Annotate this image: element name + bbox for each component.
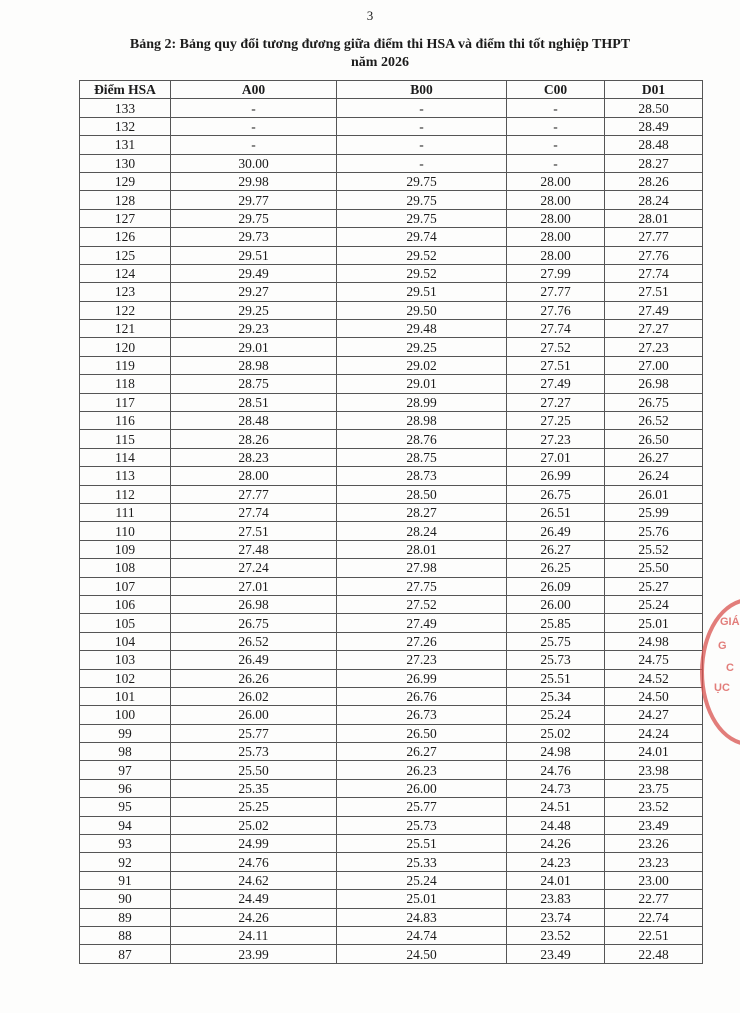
cell-c00: -: [507, 136, 605, 154]
cell-c00: 25.51: [507, 669, 605, 687]
cell-d01: 24.01: [605, 743, 703, 761]
cell-hsa: 133: [80, 99, 171, 117]
cell-b00: 26.50: [337, 724, 507, 742]
cell-b00: 25.51: [337, 835, 507, 853]
cell-b00: 27.23: [337, 651, 507, 669]
table-row: [80, 356, 703, 374]
cell-c00: 27.77: [507, 283, 605, 301]
table-row: [80, 485, 703, 503]
cell-b00: -: [337, 99, 507, 117]
cell-b00: 26.23: [337, 761, 507, 779]
table-row: [80, 651, 703, 669]
table-row: [80, 430, 703, 448]
cell-d01: 27.74: [605, 264, 703, 282]
cell-b00: -: [337, 154, 507, 172]
cell-hsa: 96: [80, 779, 171, 797]
table-row: [80, 136, 703, 154]
cell-c00: 24.48: [507, 816, 605, 834]
cell-c00: 27.51: [507, 356, 605, 374]
cell-hsa: 94: [80, 816, 171, 834]
cell-b00: 29.02: [337, 356, 507, 374]
cell-c00: 28.00: [507, 228, 605, 246]
cell-c00: 28.00: [507, 209, 605, 227]
cell-c00: 27.27: [507, 393, 605, 411]
cell-a00: 26.49: [171, 651, 337, 669]
cell-hsa: 117: [80, 393, 171, 411]
cell-c00: 27.01: [507, 448, 605, 466]
stamp-text-3: C: [726, 662, 734, 674]
cell-c00: 26.49: [507, 522, 605, 540]
cell-d01: 28.50: [605, 99, 703, 117]
cell-d01: 22.74: [605, 908, 703, 926]
cell-b00: 26.73: [337, 706, 507, 724]
cell-c00: 25.02: [507, 724, 605, 742]
cell-hsa: 120: [80, 338, 171, 356]
cell-c00: 23.74: [507, 908, 605, 926]
cell-hsa: 98: [80, 743, 171, 761]
table-row: [80, 503, 703, 521]
page-number: 3: [366, 8, 374, 23]
cell-c00: 26.51: [507, 503, 605, 521]
conversion-table: [79, 80, 703, 964]
cell-hsa: 118: [80, 375, 171, 393]
title-line-1: Bảng 2: Bảng quy đổi tương đương giữa điểm thi HSA và điểm thi tốt nghiệp THPT: [129, 37, 631, 52]
cell-a00: 29.73: [171, 228, 337, 246]
table-row: [80, 835, 703, 853]
table-row: [80, 467, 703, 485]
cell-b00: -: [337, 117, 507, 135]
cell-d01: 24.24: [605, 724, 703, 742]
cell-d01: 24.75: [605, 651, 703, 669]
cell-b00: 29.75: [337, 209, 507, 227]
cell-hsa: 121: [80, 320, 171, 338]
cell-a00: 23.99: [171, 945, 337, 963]
cell-a00: 27.01: [171, 577, 337, 595]
cell-a00: -: [171, 136, 337, 154]
cell-d01: 23.23: [605, 853, 703, 871]
cell-a00: 26.00: [171, 706, 337, 724]
table-row: [80, 338, 703, 356]
cell-hsa: 112: [80, 485, 171, 503]
table-row: [80, 301, 703, 319]
cell-a00: 25.77: [171, 724, 337, 742]
cell-a00: 27.74: [171, 503, 337, 521]
table-row: [80, 246, 703, 264]
cell-c00: 24.98: [507, 743, 605, 761]
table-row: [80, 871, 703, 889]
table-row: [80, 779, 703, 797]
cell-c00: 23.49: [507, 945, 605, 963]
cell-hsa: 92: [80, 853, 171, 871]
cell-a00: 29.01: [171, 338, 337, 356]
table-row: [80, 632, 703, 650]
table-row: [80, 890, 703, 908]
cell-b00: 28.01: [337, 540, 507, 558]
cell-a00: 24.76: [171, 853, 337, 871]
cell-hsa: 113: [80, 467, 171, 485]
cell-c00: 26.27: [507, 540, 605, 558]
cell-d01: 26.52: [605, 412, 703, 430]
cell-d01: 26.24: [605, 467, 703, 485]
cell-hsa: 101: [80, 687, 171, 705]
cell-c00: 27.25: [507, 412, 605, 430]
cell-d01: 27.76: [605, 246, 703, 264]
cell-hsa: 128: [80, 191, 171, 209]
table-row: [80, 669, 703, 687]
table-row: [80, 559, 703, 577]
cell-c00: 25.73: [507, 651, 605, 669]
table-row: [80, 412, 703, 430]
cell-hsa: 131: [80, 136, 171, 154]
cell-hsa: 127: [80, 209, 171, 227]
cell-d01: 25.52: [605, 540, 703, 558]
table-row: [80, 761, 703, 779]
cell-hsa: 108: [80, 559, 171, 577]
cell-a00: 28.00: [171, 467, 337, 485]
cell-a00: 29.98: [171, 172, 337, 190]
cell-d01: 23.00: [605, 871, 703, 889]
header-c00: C00: [507, 81, 605, 99]
cell-b00: 28.73: [337, 467, 507, 485]
table-row: [80, 926, 703, 944]
cell-b00: 27.75: [337, 577, 507, 595]
cell-a00: 25.02: [171, 816, 337, 834]
cell-c00: 23.52: [507, 926, 605, 944]
cell-a00: 27.48: [171, 540, 337, 558]
cell-d01: 25.76: [605, 522, 703, 540]
cell-b00: 25.33: [337, 853, 507, 871]
cell-a00: 24.26: [171, 908, 337, 926]
cell-c00: 27.49: [507, 375, 605, 393]
cell-c00: 27.74: [507, 320, 605, 338]
cell-c00: 27.52: [507, 338, 605, 356]
cell-a00: 25.35: [171, 779, 337, 797]
cell-hsa: 91: [80, 871, 171, 889]
cell-d01: 26.75: [605, 393, 703, 411]
cell-d01: 26.27: [605, 448, 703, 466]
table-row: [80, 375, 703, 393]
cell-c00: 26.09: [507, 577, 605, 595]
cell-b00: 28.75: [337, 448, 507, 466]
title-line-2: năm 2026: [351, 55, 409, 70]
table-row: [80, 522, 703, 540]
cell-c00: 26.75: [507, 485, 605, 503]
cell-hsa: 107: [80, 577, 171, 595]
cell-d01: 27.77: [605, 228, 703, 246]
cell-a00: 24.49: [171, 890, 337, 908]
cell-b00: 27.52: [337, 595, 507, 613]
cell-c00: 27.23: [507, 430, 605, 448]
cell-b00: 24.74: [337, 926, 507, 944]
table-row: [80, 614, 703, 632]
cell-d01: 23.98: [605, 761, 703, 779]
table-row: [80, 154, 703, 172]
cell-d01: 28.01: [605, 209, 703, 227]
cell-b00: 29.52: [337, 264, 507, 282]
cell-c00: 25.34: [507, 687, 605, 705]
cell-hsa: 130: [80, 154, 171, 172]
cell-b00: 25.77: [337, 798, 507, 816]
cell-b00: 27.49: [337, 614, 507, 632]
table-row: [80, 945, 703, 963]
cell-a00: 28.75: [171, 375, 337, 393]
stamp-text-4: ỤC: [714, 682, 730, 694]
cell-c00: 24.23: [507, 853, 605, 871]
cell-c00: 25.85: [507, 614, 605, 632]
cell-b00: 29.50: [337, 301, 507, 319]
cell-d01: 24.52: [605, 669, 703, 687]
table-row: [80, 816, 703, 834]
cell-c00: 24.76: [507, 761, 605, 779]
cell-c00: 24.73: [507, 779, 605, 797]
cell-b00: 26.00: [337, 779, 507, 797]
cell-hsa: 103: [80, 651, 171, 669]
cell-hsa: 116: [80, 412, 171, 430]
cell-c00: 25.24: [507, 706, 605, 724]
cell-c00: 26.00: [507, 595, 605, 613]
cell-a00: 29.27: [171, 283, 337, 301]
cell-b00: 25.24: [337, 871, 507, 889]
cell-hsa: 115: [80, 430, 171, 448]
cell-b00: 26.99: [337, 669, 507, 687]
cell-hsa: 124: [80, 264, 171, 282]
table-row: [80, 99, 703, 117]
cell-c00: 23.83: [507, 890, 605, 908]
cell-hsa: 93: [80, 835, 171, 853]
table-row: [80, 577, 703, 595]
stamp-text-1: GIÁ: [720, 616, 740, 628]
table-row: [80, 853, 703, 871]
cell-hsa: 100: [80, 706, 171, 724]
cell-a00: 28.98: [171, 356, 337, 374]
cell-c00: -: [507, 154, 605, 172]
cell-d01: 28.48: [605, 136, 703, 154]
cell-d01: 26.50: [605, 430, 703, 448]
cell-d01: 24.27: [605, 706, 703, 724]
table-row: [80, 264, 703, 282]
table-row: [80, 908, 703, 926]
cell-a00: 29.51: [171, 246, 337, 264]
cell-a00: 28.48: [171, 412, 337, 430]
table-row: [80, 706, 703, 724]
cell-b00: 28.76: [337, 430, 507, 448]
cell-a00: 28.51: [171, 393, 337, 411]
cell-hsa: 95: [80, 798, 171, 816]
table-row: [80, 595, 703, 613]
cell-b00: 28.50: [337, 485, 507, 503]
table-row: [80, 687, 703, 705]
cell-c00: 28.00: [507, 172, 605, 190]
cell-b00: 29.48: [337, 320, 507, 338]
cell-c00: 28.00: [507, 191, 605, 209]
cell-a00: 26.02: [171, 687, 337, 705]
cell-a00: 24.62: [171, 871, 337, 889]
red-seal-stamp: [700, 598, 740, 746]
cell-hsa: 102: [80, 669, 171, 687]
cell-c00: -: [507, 99, 605, 117]
cell-c00: 27.76: [507, 301, 605, 319]
cell-b00: 27.26: [337, 632, 507, 650]
cell-c00: 24.51: [507, 798, 605, 816]
cell-d01: 27.51: [605, 283, 703, 301]
cell-hsa: 110: [80, 522, 171, 540]
cell-a00: 26.26: [171, 669, 337, 687]
cell-a00: 27.24: [171, 559, 337, 577]
cell-a00: 27.51: [171, 522, 337, 540]
cell-b00: 29.01: [337, 375, 507, 393]
cell-hsa: 88: [80, 926, 171, 944]
cell-d01: 22.48: [605, 945, 703, 963]
cell-d01: 26.01: [605, 485, 703, 503]
cell-hsa: 106: [80, 595, 171, 613]
cell-a00: -: [171, 99, 337, 117]
table-row: [80, 320, 703, 338]
cell-d01: 25.24: [605, 595, 703, 613]
cell-d01: 23.49: [605, 816, 703, 834]
header-d01: D01: [605, 81, 703, 99]
cell-c00: 25.75: [507, 632, 605, 650]
cell-d01: 28.26: [605, 172, 703, 190]
table-row: [80, 798, 703, 816]
cell-hsa: 129: [80, 172, 171, 190]
cell-b00: 24.50: [337, 945, 507, 963]
cell-b00: 29.74: [337, 228, 507, 246]
cell-a00: 27.77: [171, 485, 337, 503]
table-row: [80, 283, 703, 301]
cell-hsa: 111: [80, 503, 171, 521]
cell-hsa: 90: [80, 890, 171, 908]
cell-d01: 24.50: [605, 687, 703, 705]
cell-a00: 25.73: [171, 743, 337, 761]
header-a00: A00: [171, 81, 337, 99]
cell-b00: 27.98: [337, 559, 507, 577]
cell-a00: 28.26: [171, 430, 337, 448]
cell-d01: 25.01: [605, 614, 703, 632]
cell-d01: 26.98: [605, 375, 703, 393]
cell-hsa: 114: [80, 448, 171, 466]
cell-d01: 22.51: [605, 926, 703, 944]
cell-c00: 24.01: [507, 871, 605, 889]
cell-d01: 27.49: [605, 301, 703, 319]
cell-c00: 26.25: [507, 559, 605, 577]
cell-d01: 28.49: [605, 117, 703, 135]
table-body: [80, 99, 703, 963]
stamp-text-2: G: [718, 640, 727, 652]
cell-hsa: 109: [80, 540, 171, 558]
cell-hsa: 122: [80, 301, 171, 319]
cell-c00: -: [507, 117, 605, 135]
cell-c00: 24.26: [507, 835, 605, 853]
table-title: [60, 36, 700, 72]
cell-d01: 24.98: [605, 632, 703, 650]
cell-d01: 22.77: [605, 890, 703, 908]
cell-hsa: 97: [80, 761, 171, 779]
cell-b00: 25.73: [337, 816, 507, 834]
cell-d01: 25.27: [605, 577, 703, 595]
cell-a00: 29.23: [171, 320, 337, 338]
cell-a00: 26.52: [171, 632, 337, 650]
table-row: [80, 209, 703, 227]
header-row: [80, 81, 703, 99]
cell-c00: 28.00: [507, 246, 605, 264]
cell-b00: 26.76: [337, 687, 507, 705]
cell-hsa: 99: [80, 724, 171, 742]
cell-b00: 29.75: [337, 191, 507, 209]
cell-hsa: 105: [80, 614, 171, 632]
header-hsa: Điểm HSA: [80, 81, 171, 99]
cell-a00: 30.00: [171, 154, 337, 172]
cell-b00: 29.25: [337, 338, 507, 356]
table-row: [80, 172, 703, 190]
table-row: [80, 743, 703, 761]
table-row: [80, 228, 703, 246]
cell-d01: 25.50: [605, 559, 703, 577]
cell-b00: 28.24: [337, 522, 507, 540]
cell-d01: 27.00: [605, 356, 703, 374]
table-row: [80, 117, 703, 135]
cell-d01: 23.26: [605, 835, 703, 853]
cell-a00: 24.99: [171, 835, 337, 853]
cell-a00: 25.25: [171, 798, 337, 816]
cell-a00: 29.25: [171, 301, 337, 319]
cell-d01: 28.27: [605, 154, 703, 172]
cell-hsa: 123: [80, 283, 171, 301]
cell-hsa: 87: [80, 945, 171, 963]
cell-b00: 28.98: [337, 412, 507, 430]
cell-a00: 25.50: [171, 761, 337, 779]
cell-d01: 28.24: [605, 191, 703, 209]
table-row: [80, 191, 703, 209]
cell-b00: 24.83: [337, 908, 507, 926]
cell-d01: 27.23: [605, 338, 703, 356]
cell-c00: 26.99: [507, 467, 605, 485]
cell-a00: 24.11: [171, 926, 337, 944]
cell-b00: 29.52: [337, 246, 507, 264]
cell-d01: 23.52: [605, 798, 703, 816]
cell-a00: 28.23: [171, 448, 337, 466]
header-b00: B00: [337, 81, 507, 99]
cell-d01: 25.99: [605, 503, 703, 521]
cell-b00: 25.01: [337, 890, 507, 908]
cell-hsa: 104: [80, 632, 171, 650]
cell-hsa: 119: [80, 356, 171, 374]
cell-a00: 29.75: [171, 209, 337, 227]
cell-b00: 26.27: [337, 743, 507, 761]
cell-b00: 29.51: [337, 283, 507, 301]
cell-b00: 28.27: [337, 503, 507, 521]
cell-b00: 28.99: [337, 393, 507, 411]
cell-a00: 29.77: [171, 191, 337, 209]
cell-c00: 27.99: [507, 264, 605, 282]
cell-hsa: 132: [80, 117, 171, 135]
cell-d01: 27.27: [605, 320, 703, 338]
cell-hsa: 126: [80, 228, 171, 246]
cell-hsa: 125: [80, 246, 171, 264]
cell-b00: 29.75: [337, 172, 507, 190]
cell-a00: -: [171, 117, 337, 135]
cell-b00: -: [337, 136, 507, 154]
cell-a00: 29.49: [171, 264, 337, 282]
cell-a00: 26.75: [171, 614, 337, 632]
table-row: [80, 393, 703, 411]
cell-hsa: 89: [80, 908, 171, 926]
table-row: [80, 724, 703, 742]
cell-a00: 26.98: [171, 595, 337, 613]
table-row: [80, 540, 703, 558]
cell-d01: 23.75: [605, 779, 703, 797]
table-row: [80, 448, 703, 466]
